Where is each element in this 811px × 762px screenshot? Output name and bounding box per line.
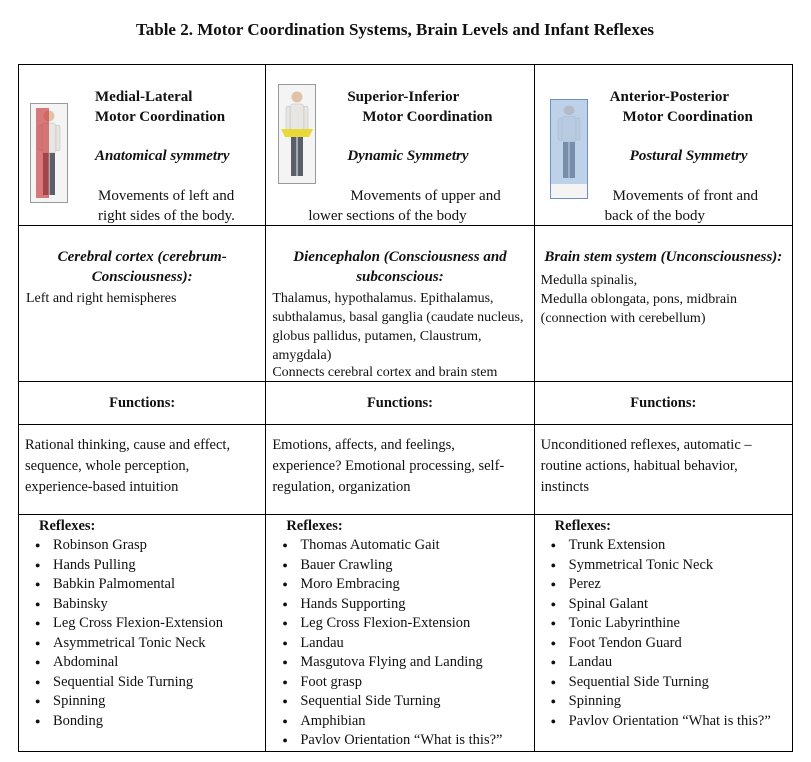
- reflex-item: ● Landau: [569, 653, 792, 673]
- functions-text: Emotions, affects, and feelings, experience? Emotional processing, self-regulation, organization: [272, 437, 505, 495]
- reflex-item: ● Hands Pulling: [53, 556, 265, 576]
- movement-desc-line2: right sides of the body.: [98, 208, 235, 224]
- reflex-item: ● Abdominal: [53, 653, 265, 673]
- reflex-item: ● Spinning: [569, 692, 792, 712]
- reflex-list: [266, 536, 533, 751]
- reflex-list: [19, 536, 265, 731]
- reflexes-cell: [19, 515, 266, 752]
- reflexes-label: Reflexes:: [286, 518, 343, 534]
- reflexes-cell: [266, 515, 534, 752]
- header-title-line1: Superior-Inferior: [347, 89, 460, 105]
- reflexes-label: Reflexes:: [39, 518, 96, 534]
- brain-level-line: Left and right hemispheres: [26, 291, 177, 306]
- reflexes-cell: [534, 515, 792, 752]
- table-title: Table 2. Motor Coordination Systems, Brain Levels and Infant Reflexes: [135, 20, 655, 39]
- brain-level-line: Thalamus, hypothalamus. Epithalamus, subthalamus, basal ganglia (caudate nucleus, globus pallidus, putamen, Claustrum, amygdala): [272, 291, 524, 363]
- reflex-item: ● Bonding: [53, 712, 265, 732]
- functions-label-cell: [19, 382, 266, 425]
- person-left-right-split-icon: [30, 103, 68, 203]
- movement-desc-line1: Movements of left and: [98, 188, 235, 204]
- person-front-back-icon: [550, 99, 588, 199]
- functions-cell: [19, 425, 266, 515]
- header-title-line2: Motor Coordination: [622, 109, 753, 125]
- brain-level-cell: [266, 226, 534, 382]
- reflex-list: [535, 536, 792, 731]
- brain-level-line: Connects cerebral cortex and brain stem: [272, 365, 498, 380]
- symmetry-label: Dynamic Symmetry: [347, 148, 469, 164]
- header-cell-medial-lateral: [19, 65, 266, 226]
- coordination-table: [18, 64, 793, 752]
- brain-level-cell: [19, 226, 266, 382]
- reflex-item: ● Robinson Grasp: [53, 536, 265, 556]
- header-title-line2: Motor Coordination: [362, 109, 493, 125]
- reflex-item: ● Hands Supporting: [300, 595, 533, 615]
- movement-desc-line1: Movements of upper and: [350, 188, 501, 204]
- functions-label-cell: [534, 382, 792, 425]
- reflex-item: ● Spinning: [53, 692, 265, 712]
- brain-level-title: Diencephalon (Consciousness and subconscious:: [293, 249, 507, 285]
- header-title-line2: Motor Coordination: [95, 109, 226, 125]
- reflex-item: ● Sequential Side Turning: [300, 692, 533, 712]
- reflex-item: ● Spinal Galant: [569, 595, 792, 615]
- reflex-item: ● Moro Embracing: [300, 575, 533, 595]
- reflex-item: ● Masgutova Flying and Landing: [300, 653, 533, 673]
- brain-level-title: Brain stem system (Unconsciousness):: [544, 249, 783, 265]
- reflexes-label: Reflexes:: [554, 518, 612, 534]
- reflex-item: ● Asymmetrical Tonic Neck: [53, 634, 265, 654]
- symmetry-label: Anatomical symmetry: [95, 148, 230, 164]
- reflex-item: ● Symmetrical Tonic Neck: [569, 556, 792, 576]
- reflex-item: ● Pavlov Orientation “What is this?”: [300, 731, 533, 751]
- brain-level-title: Cerebral cortex (cerebrum-Consciousness):: [57, 249, 227, 285]
- brain-level-cell: [534, 226, 792, 382]
- functions-label: Functions:: [366, 394, 434, 411]
- reflex-item: ● Sequential Side Turning: [53, 673, 265, 693]
- functions-cell: [534, 425, 792, 515]
- functions-label: Functions:: [630, 394, 697, 411]
- symmetry-label: Postural Symmetry: [629, 148, 748, 164]
- header-title-line1: Anterior-Posterior: [609, 89, 730, 105]
- reflex-item: ● Leg Cross Flexion-Extension: [53, 614, 265, 634]
- reflex-item: ● Sequential Side Turning: [569, 673, 792, 693]
- reflex-item: ● Foot grasp: [300, 673, 533, 693]
- functions-text: Rational thinking, cause and effect, sequence, whole perception, experience-based intuition: [25, 437, 231, 495]
- reflex-item: ● Landau: [300, 634, 533, 654]
- reflex-item: ● Babkin Palmomental: [53, 575, 265, 595]
- reflex-item: ● Leg Cross Flexion-Extension: [300, 614, 533, 634]
- reflex-item: ● Babinsky: [53, 595, 265, 615]
- functions-label: Functions:: [109, 394, 176, 411]
- reflex-item: ● Bauer Crawling: [300, 556, 533, 576]
- reflex-item: ● Tonic Labyrinthine: [569, 614, 792, 634]
- reflex-item: ● Pavlov Orientation “What is this?”: [569, 712, 792, 732]
- reflex-item: ● Thomas Automatic Gait: [300, 536, 533, 556]
- header-title-line1: Medial-Lateral: [95, 89, 193, 105]
- reflex-item: ● Foot Tendon Guard: [569, 634, 792, 654]
- brain-level-line: Medulla oblongata, pons, midbrain (connection with cerebellum): [540, 292, 738, 326]
- brain-level-line: Medulla spinalis,: [540, 273, 638, 288]
- functions-label-cell: [266, 382, 534, 425]
- reflex-item: ● Amphibian: [300, 712, 533, 732]
- functions-cell: [266, 425, 534, 515]
- functions-text: Unconditioned reflexes, automatic – routine actions, habitual behavior, instincts: [540, 437, 752, 495]
- reflex-item: ● Trunk Extension: [569, 536, 792, 556]
- person-upper-lower-split-icon: [278, 84, 316, 184]
- reflex-item: ● Perez: [569, 575, 792, 595]
- header-cell-anterior-posterior: [534, 65, 792, 226]
- movement-desc-line2: back of the body: [604, 208, 706, 224]
- header-cell-superior-inferior: [266, 65, 534, 226]
- movement-desc-line2: lower sections of the body: [308, 208, 467, 224]
- movement-desc-line1: Movements of front and: [612, 188, 759, 204]
